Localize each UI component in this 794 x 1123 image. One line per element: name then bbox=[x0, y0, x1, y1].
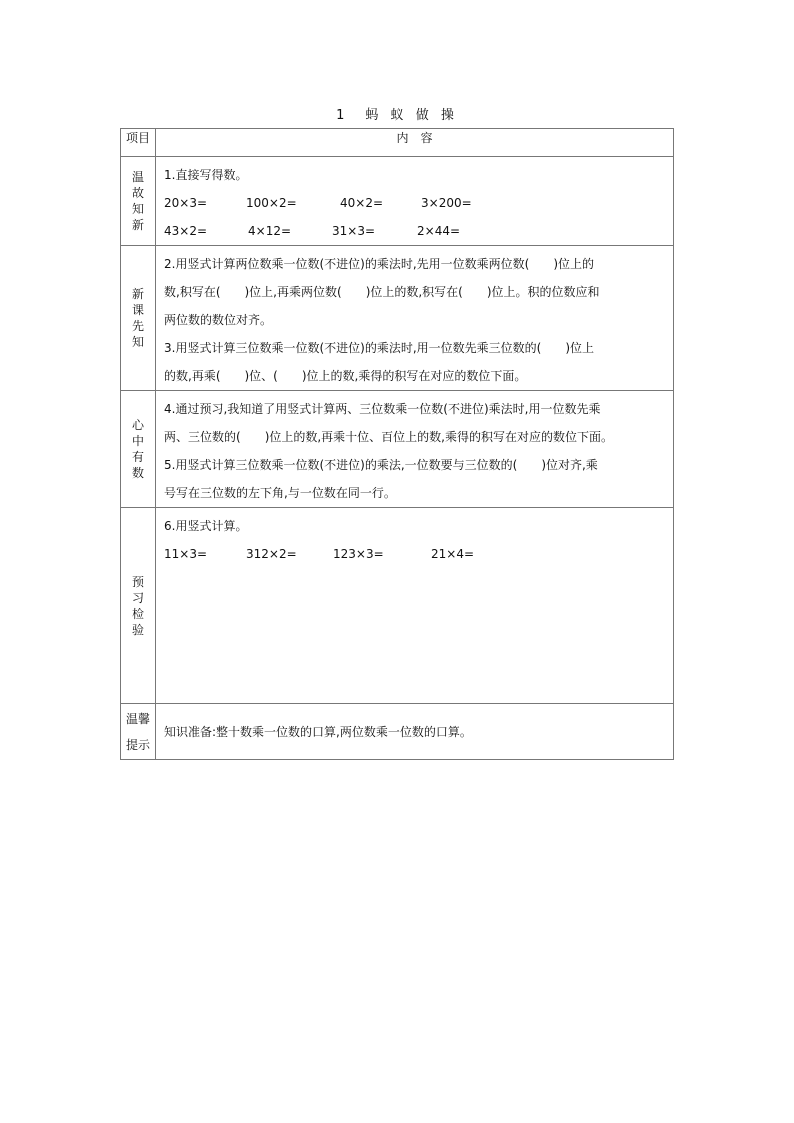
tip-content: 知识准备:整十数乘一位数的口算,两位数乘一位数的口算。 bbox=[156, 704, 674, 760]
preview-content bbox=[156, 508, 674, 704]
question-5-line-2: 号写在三位数的左下角,与一位数在同一行。 bbox=[164, 486, 396, 500]
question-1: 1.直接写得数。 bbox=[164, 168, 248, 182]
new-lesson-content bbox=[156, 246, 674, 391]
calc-item: 312×2= bbox=[246, 547, 297, 561]
work-area[interactable] bbox=[164, 568, 673, 688]
calc-item: 11×3= bbox=[164, 547, 208, 561]
vertical-calc-row bbox=[164, 540, 673, 568]
mind-row bbox=[121, 391, 674, 508]
tip-label: 温馨 提示 bbox=[121, 704, 156, 760]
question-5-line-1: 5.用竖式计算三位数乘一位数(不进位)的乘法,一位数要与三位数的( )位对齐,乘 bbox=[164, 458, 598, 472]
page-title: 1 蚂 蚁 做 操 bbox=[336, 108, 458, 123]
oral-item: 40×2= bbox=[340, 196, 384, 210]
oral-row-2 bbox=[164, 217, 673, 245]
review-row bbox=[121, 157, 674, 246]
review-label: 温 故 知 新 bbox=[121, 157, 156, 246]
mind-content bbox=[156, 391, 674, 508]
header-item-cell: 项目 bbox=[121, 129, 156, 157]
new-lesson-row bbox=[121, 246, 674, 391]
oral-item: 20×3= bbox=[164, 196, 208, 210]
question-4-line-2: 两、三位数的( )位上的数,再乘十位、百位上的数,乘得的积写在对应的数位下面。 bbox=[164, 430, 614, 444]
question-3-line-1: 3.用竖式计算三位数乘一位数(不进位)的乘法时,用一位数先乘三位数的( )位上 bbox=[164, 341, 594, 355]
preview-row bbox=[121, 508, 674, 704]
oral-item: 31×3= bbox=[332, 224, 376, 238]
calc-item: 123×3= bbox=[333, 547, 384, 561]
question-2-line-2: 数,积写在( )位上,再乘两位数( )位上的数,积写在( )位上。积的位数应和 bbox=[164, 285, 600, 299]
mind-label: 心 中 有 数 bbox=[121, 391, 156, 508]
new-lesson-label: 新 课 先 知 bbox=[121, 246, 156, 391]
tip-row bbox=[121, 704, 674, 760]
header-row bbox=[121, 129, 674, 157]
question-6: 6.用竖式计算。 bbox=[164, 519, 248, 533]
question-4-line-1: 4.通过预习,我知道了用竖式计算两、三位数乘一位数(不进位)乘法时,用一位数先乘 bbox=[164, 402, 601, 416]
oral-item: 43×2= bbox=[164, 224, 208, 238]
oral-item: 4×12= bbox=[248, 224, 292, 238]
preview-label: 预 习 检 验 bbox=[121, 508, 156, 704]
question-2-line-1: 2.用竖式计算两位数乘一位数(不进位)的乘法时,先用一位数乘两位数( )位上的 bbox=[164, 257, 594, 271]
calc-item: 21×4= bbox=[431, 547, 475, 561]
worksheet-table bbox=[120, 128, 674, 760]
oral-item: 3×200= bbox=[421, 196, 472, 210]
question-3-line-2: 的数,再乘( )位、( )位上的数,乘得的积写在对应的数位下面。 bbox=[164, 369, 527, 383]
header-content-cell: 内 容 bbox=[156, 129, 674, 157]
oral-row-1 bbox=[164, 189, 673, 217]
question-2-line-3: 两位数的数位对齐。 bbox=[164, 313, 273, 327]
oral-item: 100×2= bbox=[246, 196, 297, 210]
oral-item: 2×44= bbox=[417, 224, 461, 238]
review-content bbox=[156, 157, 674, 246]
